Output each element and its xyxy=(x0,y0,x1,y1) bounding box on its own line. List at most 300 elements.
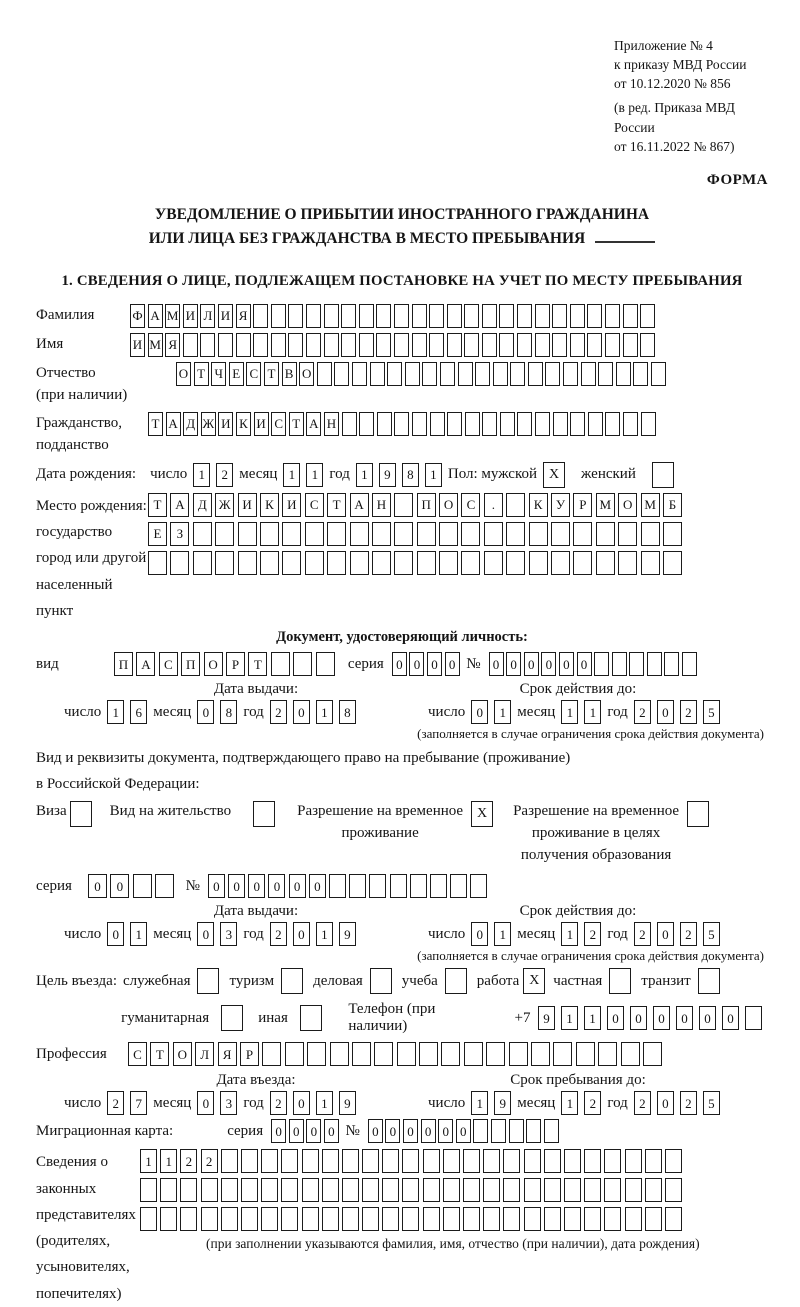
char-box[interactable] xyxy=(665,1149,682,1173)
char-box[interactable]: 0 xyxy=(445,652,460,676)
char-box[interactable] xyxy=(260,522,279,546)
char-box[interactable] xyxy=(463,1149,480,1173)
char-box[interactable]: . xyxy=(484,493,503,517)
char-box[interactable] xyxy=(349,874,366,898)
char-box[interactable]: А xyxy=(166,412,181,436)
char-box[interactable] xyxy=(193,522,212,546)
char-box[interactable] xyxy=(612,652,627,676)
char-box[interactable] xyxy=(221,1207,238,1231)
char-box[interactable]: 1 xyxy=(130,922,147,946)
char-box[interactable] xyxy=(664,652,679,676)
char-box[interactable] xyxy=(645,1149,662,1173)
char-box[interactable] xyxy=(584,1207,601,1231)
char-box[interactable] xyxy=(443,1207,460,1231)
char-box[interactable]: 0 xyxy=(676,1006,693,1030)
char-box[interactable]: 0 xyxy=(657,700,674,724)
char-box[interactable] xyxy=(544,1119,559,1143)
char-box[interactable]: Е xyxy=(229,362,244,386)
char-box[interactable] xyxy=(362,1178,379,1202)
char-box[interactable] xyxy=(510,362,525,386)
char-box[interactable] xyxy=(584,1149,601,1173)
char-box[interactable] xyxy=(524,1149,541,1173)
char-box[interactable] xyxy=(372,551,391,575)
char-box[interactable] xyxy=(397,1042,416,1066)
char-box[interactable]: 1 xyxy=(140,1149,157,1173)
char-box[interactable] xyxy=(552,304,567,328)
char-box[interactable]: 3 xyxy=(220,1091,237,1115)
char-box[interactable] xyxy=(535,304,550,328)
char-box[interactable] xyxy=(745,1006,762,1030)
purpose-private-checkbox[interactable] xyxy=(609,968,631,994)
char-box[interactable]: 1 xyxy=(283,463,300,487)
char-box[interactable] xyxy=(594,652,609,676)
char-box[interactable]: 0 xyxy=(577,652,592,676)
char-box[interactable] xyxy=(506,551,525,575)
char-box[interactable] xyxy=(241,1178,258,1202)
char-box[interactable]: 0 xyxy=(248,874,265,898)
char-box[interactable]: А xyxy=(136,652,155,676)
char-box[interactable] xyxy=(180,1178,197,1202)
char-box[interactable] xyxy=(633,362,648,386)
char-box[interactable] xyxy=(604,1149,621,1173)
char-box[interactable]: С xyxy=(271,412,286,436)
char-box[interactable] xyxy=(324,304,339,328)
char-box[interactable] xyxy=(330,1042,349,1066)
char-box[interactable] xyxy=(483,1207,500,1231)
char-box[interactable]: 1 xyxy=(584,700,601,724)
char-box[interactable] xyxy=(369,874,386,898)
char-box[interactable]: 1 xyxy=(561,1006,578,1030)
char-box[interactable] xyxy=(327,522,346,546)
char-box[interactable]: Я xyxy=(236,304,251,328)
char-box[interactable] xyxy=(500,412,515,436)
char-box[interactable]: 2 xyxy=(270,922,287,946)
char-box[interactable]: Я xyxy=(218,1042,237,1066)
char-box[interactable]: 0 xyxy=(506,652,521,676)
char-box[interactable] xyxy=(663,551,682,575)
char-box[interactable] xyxy=(423,1207,440,1231)
char-box[interactable]: Ж xyxy=(215,493,234,517)
char-box[interactable]: 0 xyxy=(293,922,310,946)
char-box[interactable] xyxy=(305,522,324,546)
char-box[interactable] xyxy=(359,333,374,357)
char-box[interactable] xyxy=(160,1178,177,1202)
char-box[interactable] xyxy=(596,551,615,575)
char-box[interactable]: 8 xyxy=(339,700,356,724)
char-box[interactable]: О xyxy=(439,493,458,517)
char-box[interactable] xyxy=(350,551,369,575)
char-box[interactable] xyxy=(625,1178,642,1202)
char-box[interactable] xyxy=(302,1207,319,1231)
char-box[interactable] xyxy=(387,362,402,386)
char-box[interactable]: 1 xyxy=(561,922,578,946)
char-box[interactable] xyxy=(362,1207,379,1231)
char-box[interactable]: П xyxy=(181,652,200,676)
char-box[interactable]: 0 xyxy=(699,1006,716,1030)
char-box[interactable] xyxy=(551,522,570,546)
char-box[interactable] xyxy=(618,522,637,546)
char-box[interactable]: 0 xyxy=(403,1119,418,1143)
char-box[interactable]: 1 xyxy=(494,922,511,946)
char-box[interactable]: 0 xyxy=(385,1119,400,1143)
char-box[interactable] xyxy=(412,412,427,436)
char-box[interactable] xyxy=(417,551,436,575)
char-box[interactable]: О xyxy=(176,362,191,386)
char-box[interactable] xyxy=(440,362,455,386)
char-box[interactable]: О xyxy=(204,652,223,676)
char-box[interactable]: 2 xyxy=(680,700,697,724)
char-box[interactable] xyxy=(643,1042,662,1066)
char-box[interactable] xyxy=(241,1149,258,1173)
char-box[interactable] xyxy=(482,412,497,436)
char-box[interactable]: 1 xyxy=(316,922,333,946)
char-box[interactable] xyxy=(483,1178,500,1202)
char-box[interactable]: 0 xyxy=(456,1119,471,1143)
char-box[interactable] xyxy=(306,333,321,357)
char-box[interactable]: 1 xyxy=(356,463,373,487)
char-box[interactable] xyxy=(506,522,525,546)
char-box[interactable] xyxy=(475,362,490,386)
char-box[interactable] xyxy=(483,1149,500,1173)
char-box[interactable]: 0 xyxy=(289,1119,304,1143)
char-box[interactable] xyxy=(402,1149,419,1173)
char-box[interactable]: И xyxy=(218,412,233,436)
char-box[interactable] xyxy=(529,522,548,546)
char-box[interactable] xyxy=(605,412,620,436)
char-box[interactable]: 2 xyxy=(634,922,651,946)
char-box[interactable]: 1 xyxy=(561,1091,578,1115)
char-box[interactable]: Л xyxy=(200,304,215,328)
char-box[interactable] xyxy=(262,1042,281,1066)
char-box[interactable]: И xyxy=(218,304,233,328)
char-box[interactable] xyxy=(553,1042,572,1066)
purpose-official-checkbox[interactable] xyxy=(197,968,219,994)
char-box[interactable] xyxy=(215,522,234,546)
char-box[interactable] xyxy=(447,304,462,328)
char-box[interactable]: 8 xyxy=(220,700,237,724)
char-box[interactable]: М xyxy=(596,493,615,517)
char-box[interactable]: Т xyxy=(248,652,267,676)
char-box[interactable] xyxy=(535,412,550,436)
char-box[interactable] xyxy=(236,333,251,357)
char-box[interactable] xyxy=(645,1178,662,1202)
char-box[interactable] xyxy=(651,362,666,386)
char-box[interactable]: Т xyxy=(289,412,304,436)
char-box[interactable] xyxy=(271,304,286,328)
char-box[interactable]: 2 xyxy=(201,1149,218,1173)
char-box[interactable]: А xyxy=(306,412,321,436)
char-box[interactable]: 0 xyxy=(489,652,504,676)
char-box[interactable]: 9 xyxy=(494,1091,511,1115)
char-box[interactable]: 2 xyxy=(270,1091,287,1115)
char-box[interactable] xyxy=(140,1207,157,1231)
char-box[interactable] xyxy=(261,1207,278,1231)
char-box[interactable] xyxy=(271,333,286,357)
char-box[interactable]: К xyxy=(260,493,279,517)
char-box[interactable]: 3 xyxy=(220,922,237,946)
char-box[interactable] xyxy=(509,1119,524,1143)
purpose-humanitarian-checkbox[interactable] xyxy=(221,1005,243,1031)
char-box[interactable] xyxy=(288,333,303,357)
char-box[interactable] xyxy=(293,652,312,676)
char-box[interactable] xyxy=(429,333,444,357)
char-box[interactable] xyxy=(641,551,660,575)
char-box[interactable]: 0 xyxy=(309,874,326,898)
char-box[interactable]: Е xyxy=(148,522,167,546)
char-box[interactable] xyxy=(281,1149,298,1173)
char-box[interactable]: М xyxy=(641,493,660,517)
char-box[interactable]: 0 xyxy=(293,700,310,724)
char-box[interactable] xyxy=(439,522,458,546)
char-box[interactable] xyxy=(370,362,385,386)
char-box[interactable]: 0 xyxy=(197,1091,214,1115)
char-box[interactable]: 5 xyxy=(703,700,720,724)
char-box[interactable] xyxy=(605,304,620,328)
char-box[interactable]: А xyxy=(170,493,189,517)
char-box[interactable] xyxy=(618,551,637,575)
char-box[interactable] xyxy=(394,304,409,328)
char-box[interactable] xyxy=(316,652,335,676)
char-box[interactable] xyxy=(155,874,174,898)
char-box[interactable] xyxy=(647,652,662,676)
char-box[interactable]: 5 xyxy=(703,922,720,946)
char-box[interactable]: 1 xyxy=(584,1006,601,1030)
char-box[interactable] xyxy=(524,1178,541,1202)
char-box[interactable] xyxy=(402,1178,419,1202)
char-box[interactable]: 0 xyxy=(324,1119,339,1143)
char-box[interactable]: 2 xyxy=(216,463,233,487)
char-box[interactable] xyxy=(587,304,602,328)
char-box[interactable] xyxy=(640,304,655,328)
char-box[interactable] xyxy=(463,1207,480,1231)
char-box[interactable] xyxy=(573,522,592,546)
char-box[interactable] xyxy=(221,1178,238,1202)
char-box[interactable]: 0 xyxy=(197,922,214,946)
char-box[interactable]: С xyxy=(246,362,261,386)
char-box[interactable] xyxy=(288,304,303,328)
char-box[interactable]: 7 xyxy=(130,1091,147,1115)
char-box[interactable] xyxy=(524,1207,541,1231)
purpose-transit-checkbox[interactable] xyxy=(698,968,720,994)
char-box[interactable]: З xyxy=(170,522,189,546)
char-box[interactable] xyxy=(140,1178,157,1202)
char-box[interactable]: 0 xyxy=(541,652,556,676)
char-box[interactable] xyxy=(430,874,447,898)
char-box[interactable]: 9 xyxy=(538,1006,555,1030)
char-box[interactable] xyxy=(423,1178,440,1202)
char-box[interactable] xyxy=(581,362,596,386)
char-box[interactable]: И xyxy=(254,412,269,436)
char-box[interactable]: 0 xyxy=(368,1119,383,1143)
purpose-tourism-checkbox[interactable] xyxy=(281,968,303,994)
char-box[interactable] xyxy=(439,551,458,575)
char-box[interactable]: И xyxy=(130,333,145,357)
char-box[interactable]: 0 xyxy=(268,874,285,898)
char-box[interactable]: Т xyxy=(148,493,167,517)
char-box[interactable]: 0 xyxy=(722,1006,739,1030)
char-box[interactable]: 5 xyxy=(703,1091,720,1115)
char-box[interactable] xyxy=(238,551,257,575)
char-box[interactable]: 0 xyxy=(653,1006,670,1030)
char-box[interactable] xyxy=(334,362,349,386)
char-box[interactable] xyxy=(443,1178,460,1202)
char-box[interactable] xyxy=(412,333,427,357)
visa-checkbox[interactable] xyxy=(70,801,92,827)
char-box[interactable]: 0 xyxy=(392,652,407,676)
char-box[interactable]: 0 xyxy=(409,652,424,676)
char-box[interactable] xyxy=(531,1042,550,1066)
char-box[interactable]: 0 xyxy=(657,1091,674,1115)
char-box[interactable]: 0 xyxy=(107,922,124,946)
char-box[interactable] xyxy=(282,551,301,575)
char-box[interactable]: Л xyxy=(195,1042,214,1066)
char-box[interactable] xyxy=(570,333,585,357)
char-box[interactable] xyxy=(359,304,374,328)
char-box[interactable] xyxy=(588,412,603,436)
char-box[interactable] xyxy=(443,1149,460,1173)
char-box[interactable]: 0 xyxy=(293,1091,310,1115)
char-box[interactable] xyxy=(598,362,613,386)
char-box[interactable] xyxy=(271,652,290,676)
char-box[interactable]: С xyxy=(461,493,480,517)
char-box[interactable]: 2 xyxy=(634,700,651,724)
char-box[interactable]: О xyxy=(299,362,314,386)
char-box[interactable] xyxy=(573,551,592,575)
char-box[interactable] xyxy=(307,1042,326,1066)
char-box[interactable] xyxy=(641,412,656,436)
char-box[interactable] xyxy=(377,412,392,436)
char-box[interactable] xyxy=(282,522,301,546)
char-box[interactable]: И xyxy=(238,493,257,517)
char-box[interactable]: 1 xyxy=(494,700,511,724)
char-box[interactable] xyxy=(596,522,615,546)
char-box[interactable] xyxy=(201,1207,218,1231)
char-box[interactable]: 9 xyxy=(339,1091,356,1115)
char-box[interactable] xyxy=(329,874,346,898)
char-box[interactable] xyxy=(484,522,503,546)
char-box[interactable]: 0 xyxy=(657,922,674,946)
char-box[interactable] xyxy=(417,522,436,546)
char-box[interactable]: Р xyxy=(573,493,592,517)
char-box[interactable] xyxy=(544,1178,561,1202)
char-box[interactable] xyxy=(352,1042,371,1066)
char-box[interactable]: Д xyxy=(183,412,198,436)
char-box[interactable] xyxy=(302,1178,319,1202)
char-box[interactable] xyxy=(148,551,167,575)
char-box[interactable]: 1 xyxy=(561,700,578,724)
char-box[interactable]: П xyxy=(114,652,133,676)
char-box[interactable] xyxy=(491,1119,506,1143)
char-box[interactable] xyxy=(576,1042,595,1066)
char-box[interactable]: 1 xyxy=(316,1091,333,1115)
char-box[interactable]: 2 xyxy=(584,922,601,946)
sex-female-checkbox[interactable] xyxy=(652,462,674,488)
char-box[interactable] xyxy=(529,551,548,575)
char-box[interactable] xyxy=(394,412,409,436)
char-box[interactable] xyxy=(629,652,644,676)
char-box[interactable] xyxy=(200,333,215,357)
char-box[interactable] xyxy=(405,362,420,386)
char-box[interactable] xyxy=(423,1149,440,1173)
char-box[interactable] xyxy=(563,362,578,386)
char-box[interactable]: 0 xyxy=(88,874,107,898)
char-box[interactable]: 0 xyxy=(421,1119,436,1143)
char-box[interactable] xyxy=(441,1042,460,1066)
char-box[interactable]: Я xyxy=(165,333,180,357)
char-box[interactable] xyxy=(499,333,514,357)
char-box[interactable] xyxy=(463,1178,480,1202)
char-box[interactable] xyxy=(623,412,638,436)
char-box[interactable] xyxy=(482,333,497,357)
char-box[interactable]: 8 xyxy=(402,463,419,487)
char-box[interactable] xyxy=(180,1207,197,1231)
temp-residence-checkbox[interactable]: X xyxy=(471,801,493,827)
char-box[interactable] xyxy=(218,333,233,357)
char-box[interactable] xyxy=(528,362,543,386)
char-box[interactable] xyxy=(461,522,480,546)
char-box[interactable]: 0 xyxy=(197,700,214,724)
char-box[interactable] xyxy=(470,874,487,898)
char-box[interactable]: 9 xyxy=(379,463,396,487)
char-box[interactable] xyxy=(419,1042,438,1066)
char-box[interactable]: К xyxy=(236,412,251,436)
char-box[interactable]: 6 xyxy=(130,700,147,724)
char-box[interactable] xyxy=(133,874,152,898)
char-box[interactable] xyxy=(322,1207,339,1231)
char-box[interactable] xyxy=(238,522,257,546)
char-box[interactable] xyxy=(341,333,356,357)
char-box[interactable]: Р xyxy=(240,1042,259,1066)
char-box[interactable] xyxy=(324,333,339,357)
char-box[interactable] xyxy=(535,333,550,357)
char-box[interactable] xyxy=(625,1149,642,1173)
char-box[interactable]: 0 xyxy=(559,652,574,676)
char-box[interactable] xyxy=(621,1042,640,1066)
char-box[interactable] xyxy=(281,1178,298,1202)
char-box[interactable] xyxy=(564,1178,581,1202)
char-box[interactable]: 0 xyxy=(471,922,488,946)
char-box[interactable]: 1 xyxy=(471,1091,488,1115)
char-box[interactable] xyxy=(261,1149,278,1173)
char-box[interactable] xyxy=(215,551,234,575)
char-box[interactable] xyxy=(306,304,321,328)
char-box[interactable]: О xyxy=(173,1042,192,1066)
char-box[interactable] xyxy=(376,333,391,357)
char-box[interactable] xyxy=(584,1178,601,1202)
char-box[interactable]: 2 xyxy=(680,922,697,946)
char-box[interactable] xyxy=(447,333,462,357)
char-box[interactable] xyxy=(430,412,445,436)
char-box[interactable] xyxy=(193,551,212,575)
char-box[interactable] xyxy=(564,1207,581,1231)
char-box[interactable]: 2 xyxy=(180,1149,197,1173)
char-box[interactable]: Н xyxy=(372,493,391,517)
char-box[interactable] xyxy=(447,412,462,436)
char-box[interactable] xyxy=(544,1207,561,1231)
char-box[interactable] xyxy=(526,1119,541,1143)
char-box[interactable] xyxy=(570,304,585,328)
char-box[interactable]: М xyxy=(165,304,180,328)
char-box[interactable] xyxy=(342,1149,359,1173)
char-box[interactable] xyxy=(623,304,638,328)
char-box[interactable] xyxy=(682,652,697,676)
char-box[interactable] xyxy=(281,1207,298,1231)
char-box[interactable] xyxy=(390,874,407,898)
char-box[interactable] xyxy=(464,1042,483,1066)
char-box[interactable]: 0 xyxy=(271,1119,286,1143)
char-box[interactable]: Д xyxy=(193,493,212,517)
purpose-work-checkbox[interactable]: X xyxy=(523,968,545,994)
